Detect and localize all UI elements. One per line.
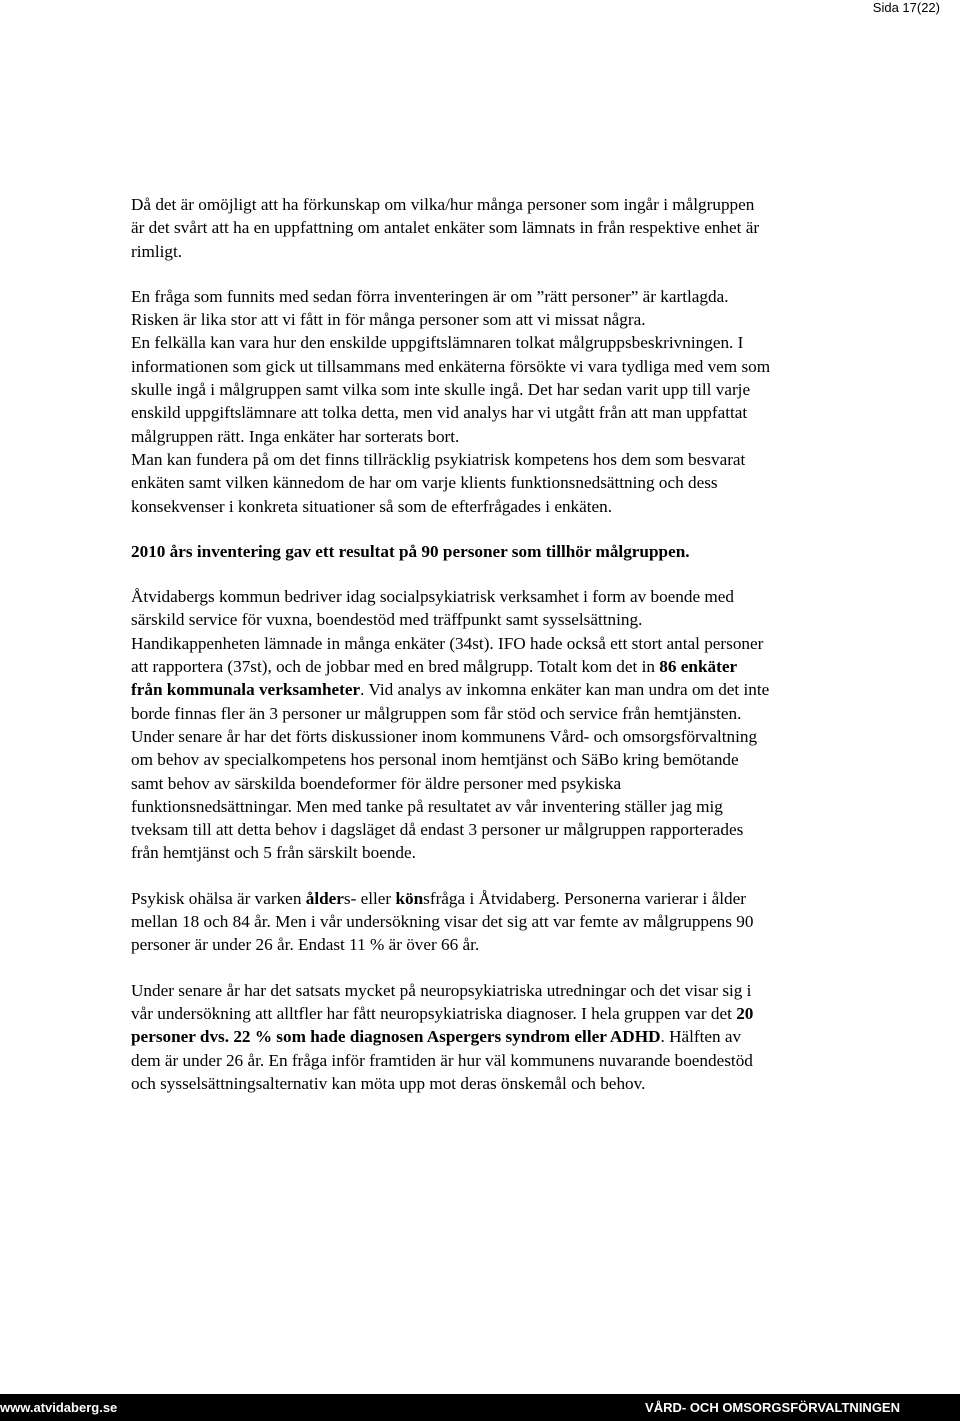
paragraph-error-source: En felkälla kan vara hur den enskilde uppgiftslämnaren tolkat målgruppsbeskrivningen. I informationen som gick ut tillsammans med enkäterna försökte vi vara tydliga med vem som skulle ingå i målgruppen samt vilka som inte skulle ingå. Det har sedan varit upp till varje enskild uppgiftslämnare att tolka detta, men vid analys har vi utgått från att man uppfattat målgruppen rätt. Inga enkäter har sorterats bort.: [131, 333, 771, 446]
bold-segment: ålder: [305, 888, 344, 908]
paragraph-competence: Man kan fundera på om det finns tillräcklig psykiatrisk kompetens hos dem som besvarat enkäten samt vilken kännedom de har om varje klients funktionsnedsättning och dess konsekvenser i konkreta situationer så som de efterfrågades i enkäten.: [131, 449, 746, 516]
bold-segment: 20 personer dvs. 22 % som hade diagnosen Aspergers syndrom eller ADHD: [131, 1003, 754, 1047]
text-segment: . Vid analys av inkomna enkäter kan man undra om det inte borde finnas fler än 3 personer ur målgruppen som får stöd och service från hemtjänsten. Under senare år har det förts diskussioner inom kommunens Vård- och omsorgsförvaltning om behov av specialkompetens hos personal inom hemtjänst och SäBo kring bemötande samt behov av särskilda boendeformer för äldre personer med psykiska funktionsnedsättningar. Men med tanke på resultatet av vår inventering ställer jag mig tveksam till att detta behov i dagsläget då endast 3 personer ur målgruppen rapporterades från hemtjänst och 5 från särskilt boende.: [131, 680, 770, 863]
paragraph-age-gender: [131, 887, 771, 957]
result-bold-text: 2010 års inventering gav ett resultat på 90 personer som tillhör målgruppen.: [131, 541, 690, 561]
paragraph-municipal-activities: [131, 585, 771, 865]
page-number: Sida 17(22): [872, 0, 940, 15]
footer-department: VÅRD- OCH OMSORGSFÖRVALTNINGEN: [645, 1400, 900, 1415]
text-segment: Åtvidabergs kommun bedriver idag socialpsykiatrisk verksamhet i form av boende med särskild service för vuxna, boendestöd med träffpunkt samt sysselsättning. Handikappenheten lämnade in många enkäter (34st). IFO hade också ett stort antal personer att rapportera (37st), och de jobbar med en bred målgrupp. Totalt kom det in: [131, 587, 764, 677]
text-segment: . Hälften av dem är under 26 år. En fråga inför framtiden är hur väl kommunens nuvarande boendestöd och sysselsättningsalternativ kan möta upp mot deras önskemål och behov.: [131, 1027, 753, 1093]
page-footer: [0, 1394, 960, 1421]
footer-website: www.atvidaberg.se: [0, 1400, 118, 1415]
paragraph-right-persons: En fråga som funnits med sedan förra inventeringen är om ”rätt personer” är kartlagda. Risken är lika stor att vi fått in för många personer som att vi missat några.: [131, 286, 729, 330]
bold-segment: 86 enkäter från kommunala verksamheter: [131, 657, 737, 700]
text-segment: Psykisk ohälsa är varken: [131, 888, 306, 908]
bold-segment: kön: [395, 888, 424, 908]
text-segment: sfråga i Åtvidaberg. Personerna varierar i ålder mellan 18 och 84 år. Men i vår undersökning visar det sig att var femte av målgruppens 90 personer är under 26 år. Endast 11 % är över 66 år.: [131, 888, 754, 955]
text-segment: s- eller: [343, 888, 396, 908]
paragraph-neuropsychiatric: [131, 979, 771, 1095]
paragraph-result-highlight: [131, 540, 771, 563]
text-segment: Under senare år har det satsats mycket på neuropsykiatriska utredningar och det visar sig i vår undersökning att alltfler har fått neuropsykiatriska diagnoser. I hela gruppen var det: [131, 980, 752, 1023]
paragraph-uncertainty: Då det är omöjligt att ha förkunskap om vilka/hur många personer som ingår i målgruppen är det svårt att ha en uppfattning om antalet enkäter som lämnats in från respektive enhet är rimligt.: [131, 195, 760, 261]
document-body: [131, 193, 771, 1095]
